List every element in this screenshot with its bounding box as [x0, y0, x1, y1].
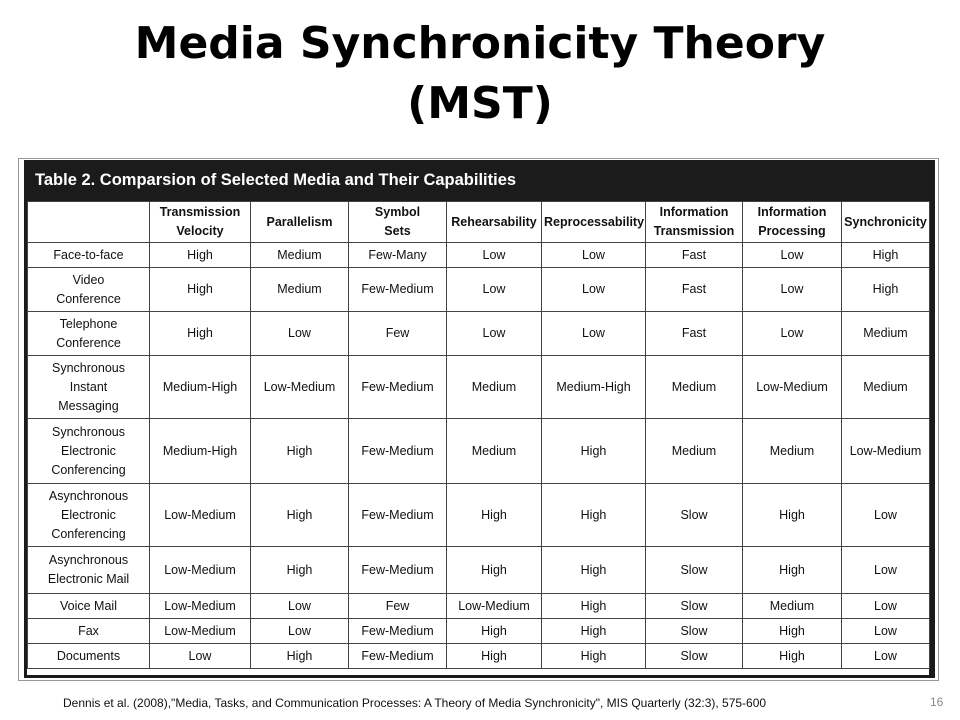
table-cell: High [542, 419, 646, 484]
column-header-line: Rehearsability [451, 214, 537, 229]
table-cell: High [251, 644, 349, 669]
column-header-line: Transmission [653, 224, 735, 238]
table-cell: High [251, 484, 349, 547]
citation: Dennis et al. (2008),"Media, Tasks, and Communication Processes: A Theory of Media Synchronicity", MIS Quarterly (32:3), 575-600 [63, 696, 767, 710]
table-cell: Low [251, 312, 349, 356]
table-row [28, 312, 930, 356]
column-header-line: Transmission [159, 205, 241, 219]
table-cell: Medium [842, 356, 930, 419]
table-cell: Medium [743, 419, 842, 484]
media-name-line: Conference [56, 291, 121, 306]
media-cell [28, 619, 150, 644]
media-name-line: Conference [56, 335, 121, 350]
page-number: 16 [930, 695, 944, 709]
table-cell: Low [542, 243, 646, 268]
table-cell: Medium-High [150, 356, 251, 419]
table-cell: Few-Medium [349, 644, 447, 669]
media-cell [28, 356, 150, 419]
table-cell: Few [349, 594, 447, 619]
table-cell: Few-Many [349, 243, 447, 268]
media-name-line: Instant [69, 379, 108, 394]
media-cell [28, 268, 150, 312]
table-cell: Slow [646, 484, 743, 547]
table-row [28, 484, 930, 547]
table-cell: Low-Medium [842, 419, 930, 484]
column-header-line: Information [659, 205, 729, 219]
table-cell: Low [842, 547, 930, 594]
media-cell [28, 312, 150, 356]
table-cell: High [743, 484, 842, 547]
table-cell: Low [251, 594, 349, 619]
table-cell: Medium-High [542, 356, 646, 419]
table-cell: Medium [447, 419, 542, 484]
media-cell [28, 484, 150, 547]
column-header [542, 202, 646, 243]
table-cell: High [842, 243, 930, 268]
media-name-line: Electronic [61, 443, 116, 458]
table-cell: High [150, 268, 251, 312]
media-name-line: Video [72, 272, 105, 287]
table-row [28, 547, 930, 594]
table-cell: Low [447, 268, 542, 312]
table-cell: Low [251, 619, 349, 644]
column-header [842, 202, 930, 243]
table-cell: Low [447, 243, 542, 268]
table-cell: High [447, 484, 542, 547]
table-cell: High [542, 547, 646, 594]
table-cell: Low [842, 619, 930, 644]
table-cell: High [251, 419, 349, 484]
table-cell: High [542, 484, 646, 547]
table-cell: High [447, 619, 542, 644]
table-cell: Medium-High [150, 419, 251, 484]
table-cell: High [150, 312, 251, 356]
table-body [28, 243, 930, 669]
table-row [28, 619, 930, 644]
table-caption: Table 2. Comparsion of Selected Media and Their Capabilities [27, 160, 929, 201]
table-cell: Low-Medium [150, 547, 251, 594]
media-cell [28, 644, 150, 669]
media-name-line: Synchronous [52, 424, 125, 439]
table-cell: Few-Medium [349, 268, 447, 312]
table-image [18, 158, 939, 681]
media-name-line: Synchronous [52, 360, 125, 375]
table-cell: Low [743, 312, 842, 356]
table-cell: High [447, 644, 542, 669]
column-header-line: Reprocessability [544, 214, 645, 229]
table-row [28, 356, 930, 419]
column-header [447, 202, 542, 243]
table-cell: Low [447, 312, 542, 356]
table-cell: High [542, 644, 646, 669]
table-cell: Fast [646, 243, 743, 268]
media-name-line: Telephone [59, 316, 118, 331]
column-header-line: Symbol [374, 205, 421, 219]
media-name-line: Asynchronous [48, 488, 129, 503]
media-name-line: Electronic Mail [47, 572, 130, 586]
table-cell: High [842, 268, 930, 312]
media-name-line: Messaging [58, 398, 119, 413]
column-header [349, 202, 447, 243]
table-cell: High [743, 644, 842, 669]
media-cell [28, 419, 150, 484]
column-header-line: Processing [758, 224, 826, 238]
table-cell: Medium [447, 356, 542, 419]
column-header-line: Velocity [176, 224, 224, 238]
table-cell: Low [743, 268, 842, 312]
table-cell: High [743, 619, 842, 644]
table-cell: Few-Medium [349, 484, 447, 547]
table-cell: High [743, 547, 842, 594]
column-header-line: Synchronicity [844, 214, 927, 229]
slide-title-line1: Media Synchronicity Theory [134, 18, 826, 69]
table-cell: Medium [251, 243, 349, 268]
table-cell: High [542, 619, 646, 644]
table-cell: Slow [646, 547, 743, 594]
media-cell [28, 243, 150, 268]
media-name-line: Conferencing [51, 526, 126, 541]
media-name-line: Fax [78, 623, 99, 638]
table-cell: Low [842, 594, 930, 619]
table-cell: Low [150, 644, 251, 669]
column-header-line: Sets [384, 224, 411, 238]
table-cell: Medium [646, 356, 743, 419]
table-cell: Low [842, 484, 930, 547]
table-cell: Low-Medium [150, 619, 251, 644]
slide-title [0, 14, 960, 134]
media-cell [28, 594, 150, 619]
table-cell: Medium [646, 419, 743, 484]
table-cell: Low-Medium [150, 594, 251, 619]
table-cell: Medium [251, 268, 349, 312]
table-row [28, 644, 930, 669]
table-cell: Low [542, 268, 646, 312]
table-cell: Few-Medium [349, 619, 447, 644]
media-capabilities-table [27, 201, 930, 669]
table-frame [24, 160, 935, 678]
table-cell: High [251, 547, 349, 594]
table-cell: Medium [743, 594, 842, 619]
table-cell: High [542, 594, 646, 619]
slide-title-line2: (MST) [407, 78, 553, 129]
media-name-line: Face-to-face [53, 247, 124, 262]
table-row [28, 594, 930, 619]
column-header [743, 202, 842, 243]
column-header [28, 202, 150, 243]
table-cell: Low-Medium [150, 484, 251, 547]
column-header [150, 202, 251, 243]
table-cell: Few-Medium [349, 419, 447, 484]
table-cell: Slow [646, 619, 743, 644]
column-header [251, 202, 349, 243]
table-cell: High [447, 547, 542, 594]
media-name-line: Electronic [61, 507, 116, 522]
column-header [646, 202, 743, 243]
media-name-line: Asynchronous [48, 553, 129, 567]
table-cell: Few [349, 312, 447, 356]
table-cell: High [150, 243, 251, 268]
table-cell: Low [842, 644, 930, 669]
table-cell: Low-Medium [447, 594, 542, 619]
media-name-line: Documents [56, 648, 121, 663]
table-cell: Low-Medium [251, 356, 349, 419]
table-cell: Low-Medium [743, 356, 842, 419]
column-header-line: Information [757, 205, 827, 219]
table-cell: Few-Medium [349, 547, 447, 594]
table-cell: Few-Medium [349, 356, 447, 419]
media-name-line: Voice Mail [60, 598, 117, 613]
table-cell: Slow [646, 594, 743, 619]
table-cell: Fast [646, 268, 743, 312]
table-row [28, 243, 930, 268]
table-cell: Low [542, 312, 646, 356]
table-header-row [28, 202, 930, 243]
table-cell: Low [743, 243, 842, 268]
media-cell [28, 547, 150, 594]
table-cell: Fast [646, 312, 743, 356]
table-cell: Slow [646, 644, 743, 669]
table-row [28, 268, 930, 312]
table-row [28, 419, 930, 484]
table-cell: Medium [842, 312, 930, 356]
column-header-line: Parallelism [266, 214, 333, 229]
media-name-line: Conferencing [51, 462, 126, 477]
